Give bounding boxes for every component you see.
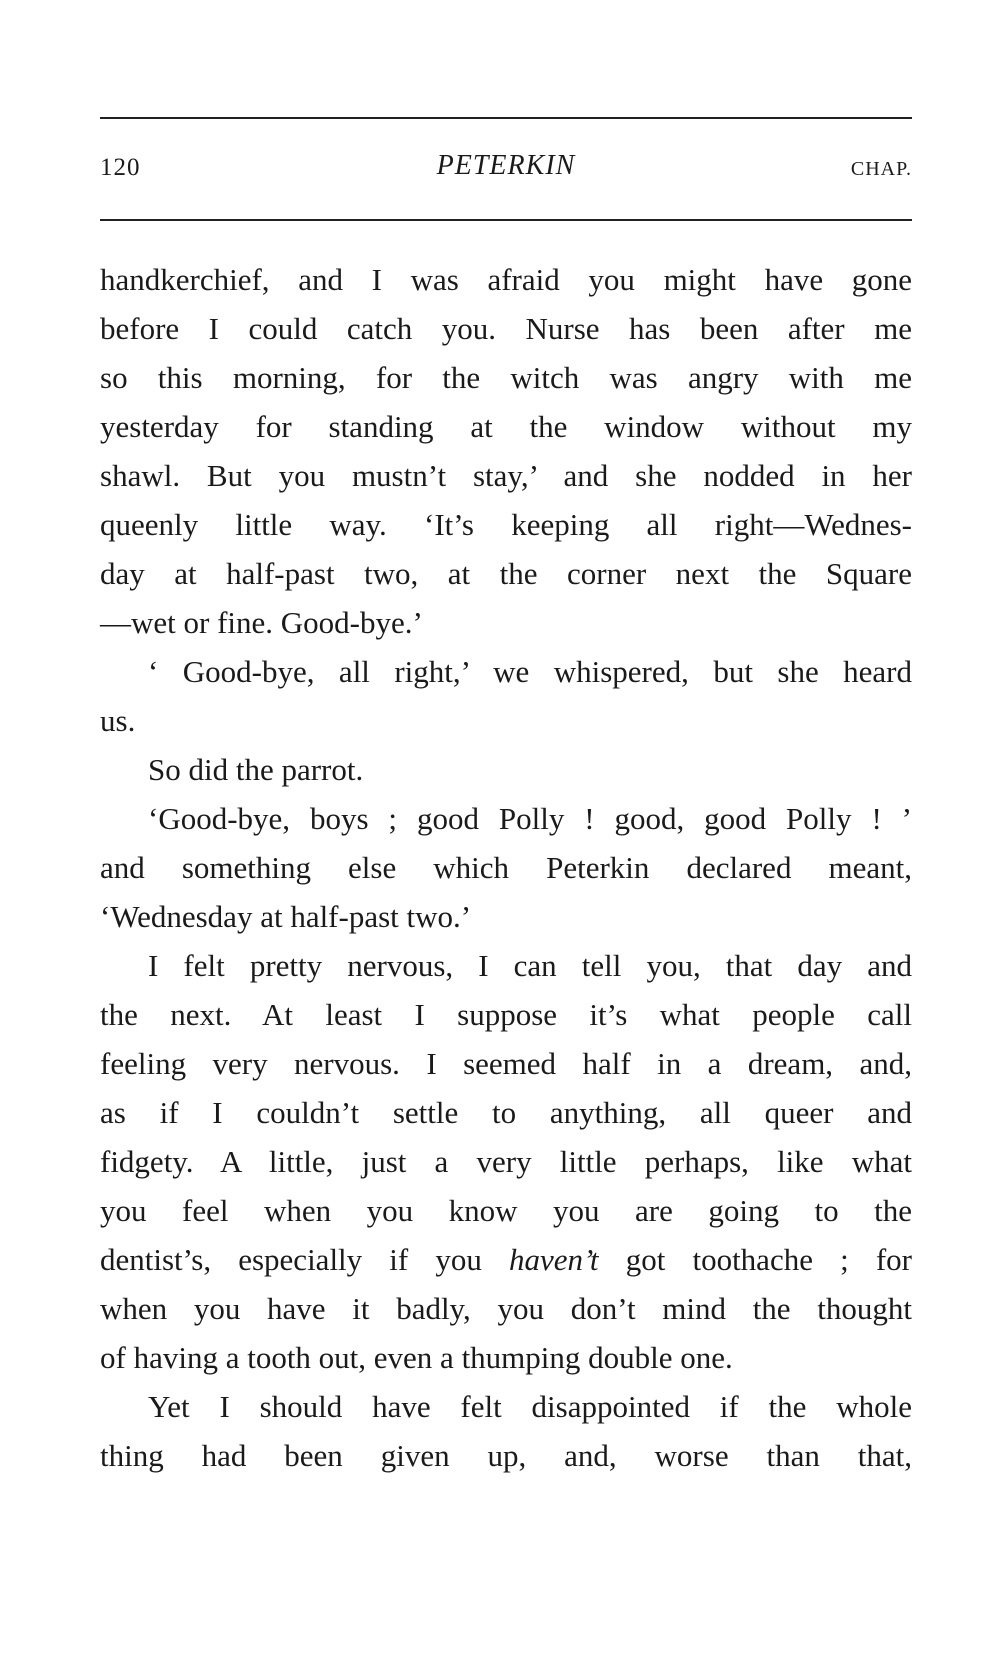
header-rule-top (100, 117, 912, 119)
text-line: the next. At least I suppose it’s what people call (100, 997, 912, 1032)
text-line: Yet I should have felt disappointed if the whole (148, 1389, 912, 1424)
text-run: dentist’s, especially if you (100, 1242, 482, 1277)
text-line: of having a tooth out, even a thumping double one. (100, 1340, 733, 1375)
text-line (100, 1235, 912, 1284)
text-line: ‘ Good-bye, all right,’ we whispered, but she heard (148, 654, 912, 689)
italic-emphasis: haven’t (509, 1242, 599, 1277)
text-line: handkerchief, and I was afraid you might have gone (100, 262, 912, 297)
text-line: shawl. But you mustn’t stay,’ and she nodded in her (100, 458, 912, 493)
text-line: —wet or fine. Good-bye.’ (100, 605, 423, 640)
text-line: I felt pretty nervous, I can tell you, that day and (148, 948, 912, 983)
text-line: ‘Good-bye, boys ; good Polly ! good, good Polly ! ’ (148, 801, 912, 836)
header-rule-bottom (100, 219, 912, 221)
text-line: fidgety. A little, just a very little perhaps, like what (100, 1144, 912, 1179)
text-line: queenly little way. ‘It’s keeping all right—Wednes- (100, 507, 912, 542)
text-line: when you have it badly, you don’t mind the thought (100, 1291, 912, 1326)
chapter-mark: CHAP. (850, 158, 912, 180)
text-line: yesterday for standing at the window without my (100, 409, 912, 444)
body-text (100, 255, 912, 1480)
text-line: ‘Wednesday at half-past two.’ (100, 899, 472, 934)
text-line: thing had been given up, and, worse than that, (100, 1438, 912, 1473)
text-line: so this morning, for the witch was angry with me (100, 360, 912, 395)
running-title: PETERKIN (436, 150, 576, 181)
text-run: got toothache ; for (625, 1242, 912, 1277)
text-line: So did the parrot. (148, 752, 364, 787)
running-head (100, 150, 912, 190)
text-line: day at half-past two, at the corner next the Square (100, 556, 912, 591)
text-line: feeling very nervous. I seemed half in a dream, and, (100, 1046, 912, 1081)
text-line: before I could catch you. Nurse has been after me (100, 311, 912, 346)
text-line: and something else which Peterkin declared meant, (100, 850, 912, 885)
page-number: 120 (100, 154, 141, 181)
text-line: you feel when you know you are going to the (100, 1193, 912, 1228)
text-line: as if I couldn’t settle to anything, all queer and (100, 1095, 912, 1130)
text-line: us. (100, 703, 136, 738)
